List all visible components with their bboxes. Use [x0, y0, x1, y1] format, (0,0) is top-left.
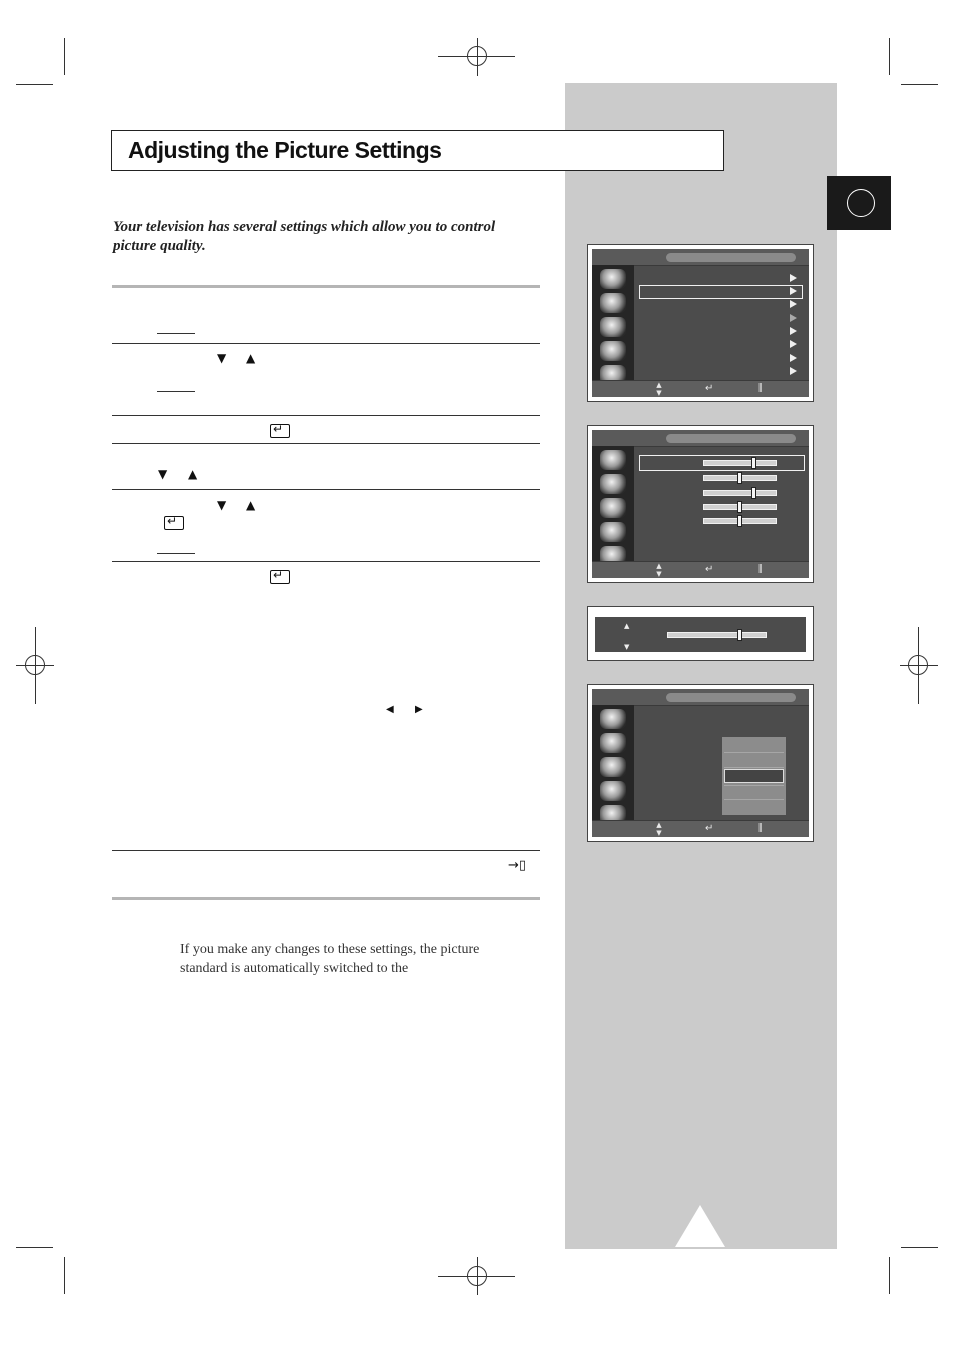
underline — [157, 553, 195, 554]
enter-icon: ↵ — [705, 383, 714, 394]
crop-mark — [889, 38, 890, 75]
input-icon — [600, 269, 626, 289]
popup-row-divider — [724, 799, 784, 800]
submenu-arrow-icon — [790, 327, 797, 335]
step-divider — [112, 561, 540, 562]
osd-screen-popup — [587, 684, 814, 842]
up-arrow-icon: ▲ — [246, 498, 256, 512]
slider-track — [703, 490, 777, 496]
submenu-arrow-icon — [790, 354, 797, 362]
sound-icon — [600, 498, 626, 518]
popup-row-divider — [724, 785, 784, 786]
osd-screen-body — [595, 617, 806, 652]
submenu-arrow-icon — [790, 300, 797, 308]
submenu-arrow-icon — [790, 340, 797, 348]
registration-mark-line — [35, 627, 36, 704]
move-icon: ▲▼ — [655, 821, 663, 837]
submenu-arrow-icon — [790, 287, 797, 295]
enter-icon: ↵ — [705, 823, 714, 834]
menu-icon: ⫼ — [758, 823, 763, 834]
submenu-arrow-icon — [790, 367, 797, 375]
picture-icon — [600, 474, 626, 494]
crop-mark — [16, 84, 53, 85]
down-arrow-icon: ▼ — [217, 351, 227, 365]
crop-mark — [16, 1247, 53, 1248]
language-tab — [827, 176, 891, 230]
crop-mark — [64, 1257, 65, 1294]
registration-mark-line — [918, 627, 919, 704]
step-divider — [112, 850, 540, 851]
slider-knob — [737, 472, 742, 484]
osd-title-pill — [666, 253, 796, 262]
osd-selected-row — [639, 285, 803, 299]
picture-icon — [600, 293, 626, 313]
channel-icon — [600, 341, 626, 361]
osd-screen-menu — [587, 244, 814, 402]
section-rule — [112, 285, 540, 288]
osd-title-pill — [666, 434, 796, 443]
left-arrow-icon: ◀ — [386, 704, 394, 715]
osd-footer — [592, 561, 809, 578]
sound-icon — [600, 317, 626, 337]
osd-header — [592, 430, 809, 447]
osd-footer — [592, 380, 809, 397]
osd-header — [592, 689, 809, 706]
submenu-arrow-icon — [790, 274, 797, 282]
osd-screen-slider — [587, 606, 814, 661]
intro-text: Your television has several settings which allow you to control picture quality. — [113, 219, 496, 254]
slider-knob — [751, 487, 756, 499]
page-title: Adjusting the Picture Settings — [128, 137, 442, 163]
up-arrow-icon: ▲ — [624, 622, 630, 630]
enter-icon — [164, 516, 184, 530]
crop-mark — [64, 38, 65, 75]
sound-icon — [600, 757, 626, 777]
menu-icon: ⫼ — [758, 383, 763, 394]
enter-icon: ↵ — [705, 564, 714, 575]
underline — [157, 391, 195, 392]
move-icon: ▲▼ — [655, 381, 663, 397]
move-icon: ▲▼ — [655, 562, 663, 578]
up-arrow-icon: ▲ — [246, 351, 256, 365]
osd-icon-column — [592, 265, 634, 381]
enter-icon — [270, 424, 290, 438]
osd-screen-body — [592, 430, 809, 578]
down-arrow-icon: ▼ — [624, 643, 630, 651]
osd-popup-list — [722, 737, 786, 815]
slider-track — [703, 460, 777, 466]
exit-icon: →▯ — [508, 858, 527, 873]
down-arrow-icon: ▼ — [158, 467, 168, 481]
menu-icon: ⫼ — [758, 564, 763, 575]
crop-mark — [901, 1247, 938, 1248]
step-divider — [112, 415, 540, 416]
slider-knob — [751, 457, 756, 469]
enter-icon — [270, 570, 290, 584]
osd-screen-body — [592, 689, 809, 837]
input-icon — [600, 709, 626, 729]
osd-icon-column — [592, 705, 634, 821]
popup-selected-row — [724, 769, 784, 783]
picture-icon — [600, 733, 626, 753]
registration-mark-line — [477, 38, 478, 76]
crop-mark — [901, 84, 938, 85]
step-divider — [112, 343, 540, 344]
down-arrow-icon: ▼ — [217, 498, 227, 512]
right-arrow-icon: ▶ — [415, 704, 423, 715]
section-rule — [112, 897, 540, 900]
step-divider — [112, 443, 540, 444]
crop-mark — [889, 1257, 890, 1294]
submenu-arrow-icon — [790, 314, 797, 322]
page-triangle — [675, 1205, 725, 1247]
note-text: If you make any changes to these settings, the picture standard is automatically switched to the — [180, 942, 480, 976]
channel-icon — [600, 522, 626, 542]
up-arrow-icon: ▲ — [188, 467, 198, 481]
registration-mark-line — [477, 1257, 478, 1295]
osd-title-pill — [666, 693, 796, 702]
registration-mark-line — [900, 665, 938, 666]
popup-row-divider — [724, 752, 784, 753]
input-icon — [600, 450, 626, 470]
slider-track — [667, 632, 767, 638]
slider-knob — [737, 501, 742, 513]
osd-screen-picture — [587, 425, 814, 583]
channel-icon — [600, 781, 626, 801]
osd-footer — [592, 820, 809, 837]
osd-header — [592, 249, 809, 266]
slider-knob — [737, 629, 742, 641]
underline — [157, 333, 195, 334]
popup-row-divider — [724, 767, 784, 768]
osd-screen-body — [592, 249, 809, 397]
title-box — [111, 130, 724, 171]
circle-icon — [847, 189, 875, 217]
osd-icon-column — [592, 446, 634, 562]
slider-knob — [737, 515, 742, 527]
step-divider — [112, 489, 540, 490]
